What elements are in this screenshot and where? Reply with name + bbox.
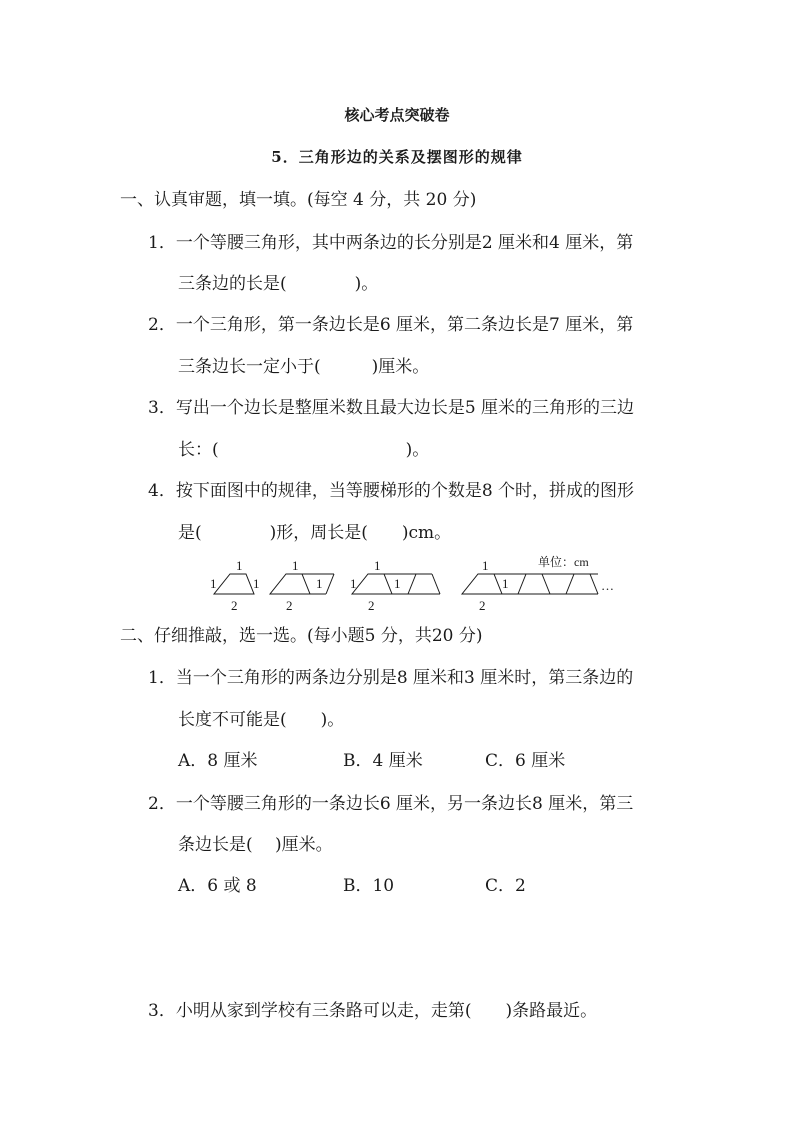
s1-q1-line1: 1．一个等腰三角形，其中两条边的长分别是2 厘米和4 厘米，第 [148,233,634,253]
fig-label-top: 1 [316,576,323,591]
page-subtitle: 5．三角形边的关系及摆图形的规律 [271,148,523,166]
fig-label-bottom: 2 [368,598,375,613]
s2-q2-line2: 条边长是( )厘米。 [178,835,333,855]
trapezoid-shape [542,574,550,594]
trapezoid-shape [566,574,574,594]
s1-q4-line1: 4．按下面图中的规律，当等腰梯形的个数是8 个时，拼成的图形 [148,481,635,501]
s1-q1-line2: 三条边的长是( )。 [178,274,379,294]
s2-q2-option-b: B．10 [343,876,395,896]
fig-label-top: 1 [502,576,509,591]
s2-q2-option-c: C．2 [485,876,526,896]
trapezoid-shape [462,574,502,594]
trapezoid-shape [408,574,416,594]
fig-label-top: 1 [210,576,217,591]
fig-label-bottom: 2 [231,598,238,613]
fig-label-top: 1 [394,576,401,591]
fig-label-top: 1 [236,558,243,573]
s1-q2-line1: 2．一个三角形，第一条边长是6 厘米，第二条边长是7 厘米，第 [148,315,634,335]
fig-label-top: 1 [253,576,260,591]
trapezoid-shape [432,574,440,594]
s1-q2-line2: 三条边长一定小于( )厘米。 [178,357,430,377]
section-2-heading: 二、仔细推敲，选一选。(每小题5 分，共20 分) [120,626,483,646]
trapezoid-shape [326,574,334,594]
section-1-heading: 一、认真审题，填一填。(每空 4 分，共 20 分) [120,190,477,210]
s2-q1-line2: 长度不可能是( )。 [178,710,345,730]
s2-q2-line1: 2．一个等腰三角形的一条边长6 厘米，另一条边长8 厘米，第三 [148,794,634,814]
s2-q3-line1: 3．小明从家到学校有三条路可以走，走第( )条路最近。 [148,1001,598,1021]
s1-q3-line2: 长：( )。 [178,440,430,460]
trapezoid-shape [214,574,254,594]
s1-q3-line1: 3．写出一个边长是整厘米数且最大边长是5 厘米的三角形的三边 [148,398,635,418]
trapezoid-shape [270,574,310,594]
trapezoid-shape [590,574,598,594]
trapezoid-pattern-figure [200,552,630,616]
fig-label-top: 1 [482,558,489,573]
s2-q1-option-b: B．4 厘米 [343,751,423,771]
fig-ellipsis: … [601,578,614,593]
fig-label-bottom: 2 [286,598,293,613]
s2-q1-option-a: A．8 厘米 [178,751,258,771]
trapezoid-shape [518,574,526,594]
fig-label-top: 1 [292,558,299,573]
s1-q4-line2: 是( )形，周长是( )cm。 [178,523,452,543]
trapezoid-shape [352,574,392,594]
s2-q2-option-a: A．6 或 8 [178,876,257,896]
fig-unit-label: 单位：cm [538,555,589,569]
fig-label-top: 1 [350,576,357,591]
s2-q1-option-c: C．6 厘米 [485,751,566,771]
page-title: 核心考点突破卷 [344,106,450,124]
fig-label-top: 1 [374,558,381,573]
fig-label-bottom: 2 [479,598,486,613]
s2-q1-line1: 1．当一个三角形的两条边分别是8 厘米和3 厘米时，第三条边的 [148,668,634,688]
